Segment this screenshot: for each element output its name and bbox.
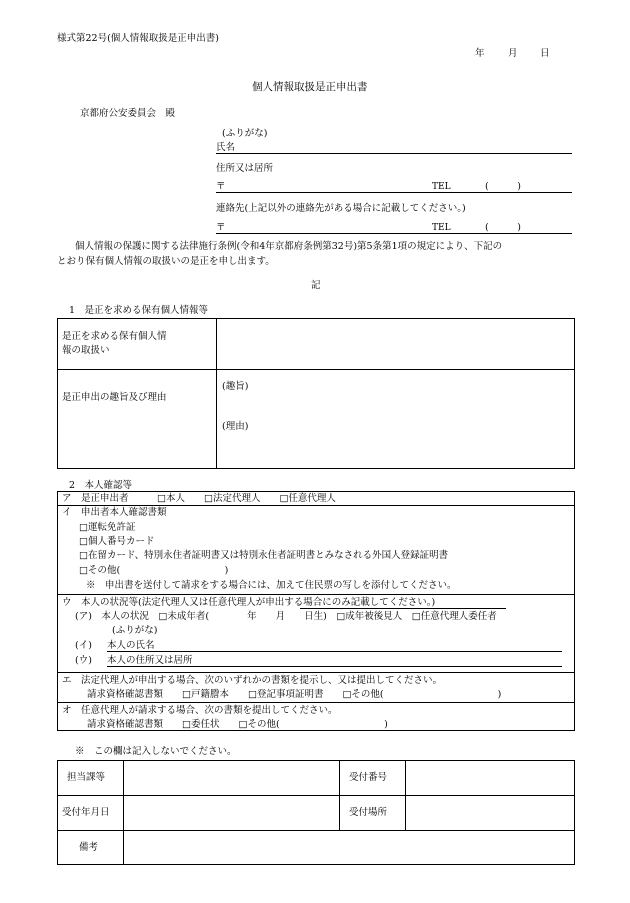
contact-field[interactable] — [216, 233, 572, 234]
id-residence-card[interactable]: □在留カード、特別永住者証明書又は特別永住者証明書とみなされる外国人登録証明書 — [79, 550, 449, 561]
voluntary-agent-documents[interactable]: 請求資格確認書類 □委任状 □その他( ) — [87, 719, 388, 730]
furigana-label: (ふりがな) — [222, 128, 268, 139]
dept-label: 担当課等 — [67, 772, 106, 783]
addressee: 京都府公安委員会 殿 — [80, 108, 176, 119]
principal-furigana: (ふりがな) — [112, 625, 158, 636]
purpose-label: (趣旨) — [222, 381, 249, 392]
ki-mark: 記 — [311, 280, 321, 291]
tel-area-paren: ( ) — [485, 181, 521, 192]
receipt-place-label: 受付場所 — [349, 807, 388, 818]
postal-mark: 〒 — [216, 181, 226, 192]
receipt-date-label: 受付年月日 — [62, 807, 110, 818]
principal-status-heading: ウ 本人の状況等(法定代理人又は任意代理人が申出する場合にのみ記載してください。) — [62, 597, 436, 608]
section2-divider-i — [57, 594, 575, 595]
purpose-reason-field[interactable] — [217, 370, 574, 468]
row1-label-line2: 報の取扱い — [62, 345, 110, 356]
office-col-divider-1 — [123, 760, 124, 865]
section2-divider-e — [57, 702, 575, 703]
section2-divider-u — [57, 672, 575, 673]
address-label: 住所又は居所 — [216, 163, 274, 174]
name-field[interactable] — [216, 153, 572, 154]
remarks-label: 備考 — [79, 842, 99, 853]
id-documents-heading: イ 申出者本人確認書類 — [62, 507, 167, 518]
office-row-divider-2 — [57, 830, 575, 831]
office-use-table — [57, 760, 575, 865]
row1-label-line1: 是正を求める保有個人情 — [62, 331, 167, 342]
office-col-divider-3 — [405, 760, 406, 830]
id-mail-note: ※ 申出書を送付して請求をする場合には、加えて住民票の写しを添付してください。 — [86, 580, 457, 591]
date-month-label: 月 — [508, 48, 518, 59]
address-field[interactable] — [216, 192, 572, 193]
principal-address-field[interactable] — [107, 666, 562, 667]
principal-name-marker: (イ) — [75, 640, 92, 651]
office-col-divider-2 — [339, 760, 340, 830]
date-year-label: 年 — [475, 48, 485, 59]
intro-line-2: とおり保有個人情報の取扱いの是正を申し出ます。 — [57, 256, 275, 267]
section2-heading: 2 本人確認等 — [69, 480, 133, 491]
id-mynumber-card[interactable]: □個人番号カード — [79, 536, 155, 547]
reason-label: (理由) — [222, 421, 249, 432]
contact-label: 連絡先(上記以外の連絡先がある場合に記載してください。) — [216, 203, 466, 214]
principal-name-label: 本人の氏名 — [107, 640, 155, 651]
legal-agent-heading: エ 法定代理人が申出する場合、次のいずれかの書類を提示し、又は提出してください。 — [62, 675, 443, 686]
section2-divider-a — [57, 505, 575, 506]
principal-address-marker: (ウ) — [75, 655, 92, 666]
name-label: 氏名 — [216, 142, 236, 153]
office-use-note: ※ この欄は記入しないでください。 — [75, 746, 237, 757]
id-other[interactable]: □その他( ) — [79, 565, 229, 576]
tel-area-paren-2: ( ) — [485, 222, 521, 233]
tel-label: TEL — [432, 182, 451, 192]
id-drivers-license[interactable]: □運転免許証 — [79, 522, 136, 533]
row2-label: 是正申出の趣旨及び理由 — [62, 392, 167, 403]
correction-target-field[interactable] — [217, 319, 574, 369]
applicant-type-row[interactable]: ア 是正申出者 □本人 □法定代理人 □任意代理人 — [62, 493, 336, 504]
document-title: 個人情報取扱是正申出書 — [252, 81, 368, 93]
postal-mark-2: 〒 — [216, 222, 226, 233]
principal-name-field[interactable] — [107, 651, 562, 652]
legal-agent-documents[interactable]: 請求資格確認書類 □戸籍謄本 □登記事項証明書 □その他( ) — [87, 689, 502, 700]
principal-address-label: 本人の住所又は居所 — [107, 655, 193, 666]
intro-line-1: 個人情報の保護に関する法律施行条例(令和4年京都府条例第32号)第5条第1項の規定により、下記の — [75, 241, 503, 252]
form-number: 様式第22号(個人情報取扱是正申出書) — [57, 33, 220, 44]
heading-underline — [300, 608, 506, 609]
principal-status-row[interactable]: (ア) 本人の状況 □未成年者( 年 月 日生) □成年被後見人 □任意代理人委任者 — [75, 611, 497, 622]
section1-heading: 1 是正を求める保有個人情報等 — [69, 305, 209, 316]
office-row-divider-1 — [57, 795, 575, 796]
date-day-label: 日 — [540, 48, 550, 59]
voluntary-agent-heading: オ 任意代理人が請求する場合、次の書類を提出してください。 — [62, 705, 338, 716]
receipt-no-label: 受付番号 — [349, 772, 388, 783]
tel-label-2: TEL — [432, 223, 451, 233]
